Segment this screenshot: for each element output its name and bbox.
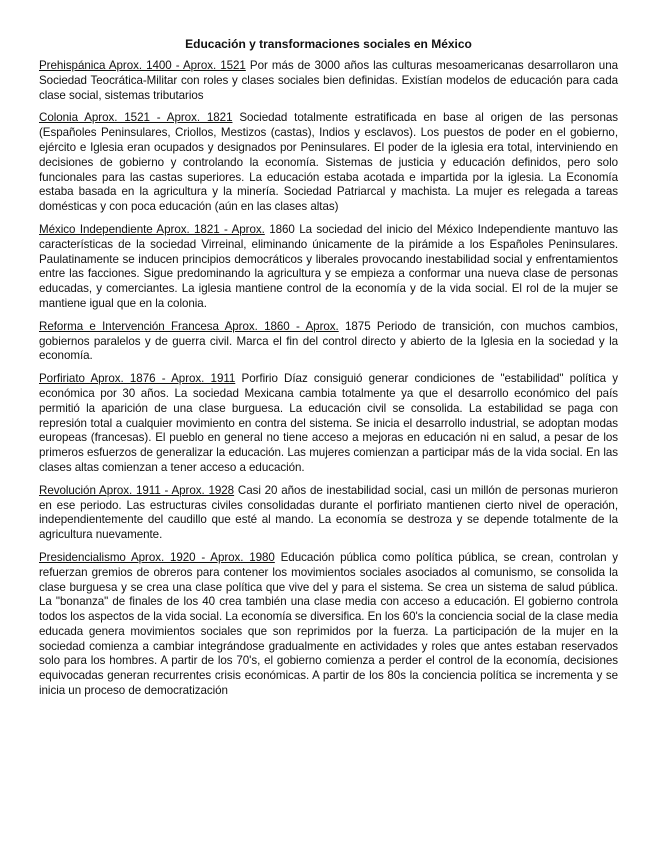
section-text: Por más de 3000 años las culturas mesoamericanas desarrollaron una Sociedad Teocrática-Militar con roles y clases sociales bien definidas. Existían modelos de educación para cada clase social, sistemas tributarios [39,59,618,102]
section-heading: Revolución Aprox. 1911 - Aprox. 1928 [39,483,235,497]
section-heading: Colonia Aprox. 1521 - Aprox. 1821 [39,111,233,125]
section-heading: Presidencialismo Aprox. 1920 - Aprox. 1980 [39,550,275,564]
section-reforma [39,320,618,364]
section-porfiriato [39,372,618,476]
section-text: Educación pública como política pública, se crean, controlan y refuerzan gremios de obreros para contener los movimientos sociales asociados al comunismo, se consolida la clase burguesa y se crea una clase política que vive del y para el sistema. Se crea un sistema de salud pública. La "bonanza" de finales de los 40 crea también una clase media con acceso a educación. El gobierno controla todos los aspectos de la vida social. La economía se diversifica. En los 60's la conciencia social de la clase media educada genera movimientos sociales que son reprimidos por la fuerza. La participación de la mujer en la sociedad comienza a cambiar integrándose gradualmente en actividades y roles que antes estaban reservados solo para los hombres. A partir de los 70's, el gobierno comienza a perder el control de la economía, decisiones equivocadas generan recurrentes crisis económicas. A partir de los 80s la conciencia política se incrementa y se inicia un proceso de democratización [39,550,619,698]
section-presidencialismo [39,551,618,699]
section-prehispanica [39,59,618,103]
section-text: Porfirio Díaz consiguió generar condiciones de "estabilidad" política y económica por 30 años. La sociedad Mexicana cambia totalmente ya que el desarrollo económico del país permitió la aparición de una clase burguesa. La educación civil se consolida. La estabilidad se paga con represión total a cualquier movimiento en contra del sistema. Se inicia el desarrollo industrial, se adoptan modas europeas (francesas). El pueblo en general no tiene acceso a mejoras en educación ni en salud, a pesar de los primeros esfuerzos de generalizar la educación. Las mujeres comienzan a participar más de la vida social. En las clases altas comienzan a tener acceso a educación. [39,372,618,474]
section-revolucion [39,484,618,543]
section-text: Casi 20 años de inestabilidad social, casi un millón de personas murieron en ese periodo. Las estructuras civiles consolidadas durante el porfiriato mantienen cierto nivel de operación, independientemente del caudillo que esté al mando. La economía se destroza y se depende totalmente de la agricultura nuevamente. [39,483,619,542]
section-text: 1860 La sociedad del inicio del México Independiente mantuvo las características de la sociedad Virreinal, eliminando únicamente de la pirámide a los Españoles Peninsulares. Paulatinamente se inducen principios democráticos y liberales provocando inestabilidad social y enfrentamientos entre las facciones. Sigue predominando la agricultura y se empieza a conformar una nueva clase de personas educadas, y comerciantes. La iglesia mantiene control de la economía y de la vida social. El rol de la mujer se mantiene igual que en la colonia. [39,222,618,310]
section-heading: Porfiriato Aprox. 1876 - Aprox. 1911 [39,372,236,386]
section-heading: Prehispánica Aprox. 1400 - Aprox. 1521 [39,59,246,72]
section-colonia [39,111,618,215]
section-text: Sociedad totalmente estratificada en base al origen de las personas (Españoles Peninsulares, Criollos, Mestizos (castas), Indios y esclavos). Los puestos de poder en el gobierno, ejército e Iglesia eran ocupados y designados por Peninsulares. El poder de la iglesia era total, interviniendo en decisiones de gobierno y controlando la economía. Sistemas de justicia y educación definidos, pero solo funcionales para las castas superiores. La educación estaba acotada e impartida por la iglesia. La Economía estaba basada en la agricultura y la minería. Sociedad Patriarcal y machista. La mujer es relegada a tareas domésticas y con poca educación (aún en las clases altas) [39,111,618,214]
section-heading: Reforma e Intervención Francesa Aprox. 1860 - Aprox. [39,319,339,333]
section-mexico-independiente [39,223,618,312]
section-heading: México Independiente Aprox. 1821 - Aprox. [39,222,265,236]
document-title: Educación y transformaciones sociales en México [185,37,472,51]
section-text: 1875 Periodo de transición, con muchos cambios, gobiernos paralelos y de guerra civil. Marca el fin del control directo y abierto de la Iglesia en la sociedad y la economía. [39,319,618,363]
